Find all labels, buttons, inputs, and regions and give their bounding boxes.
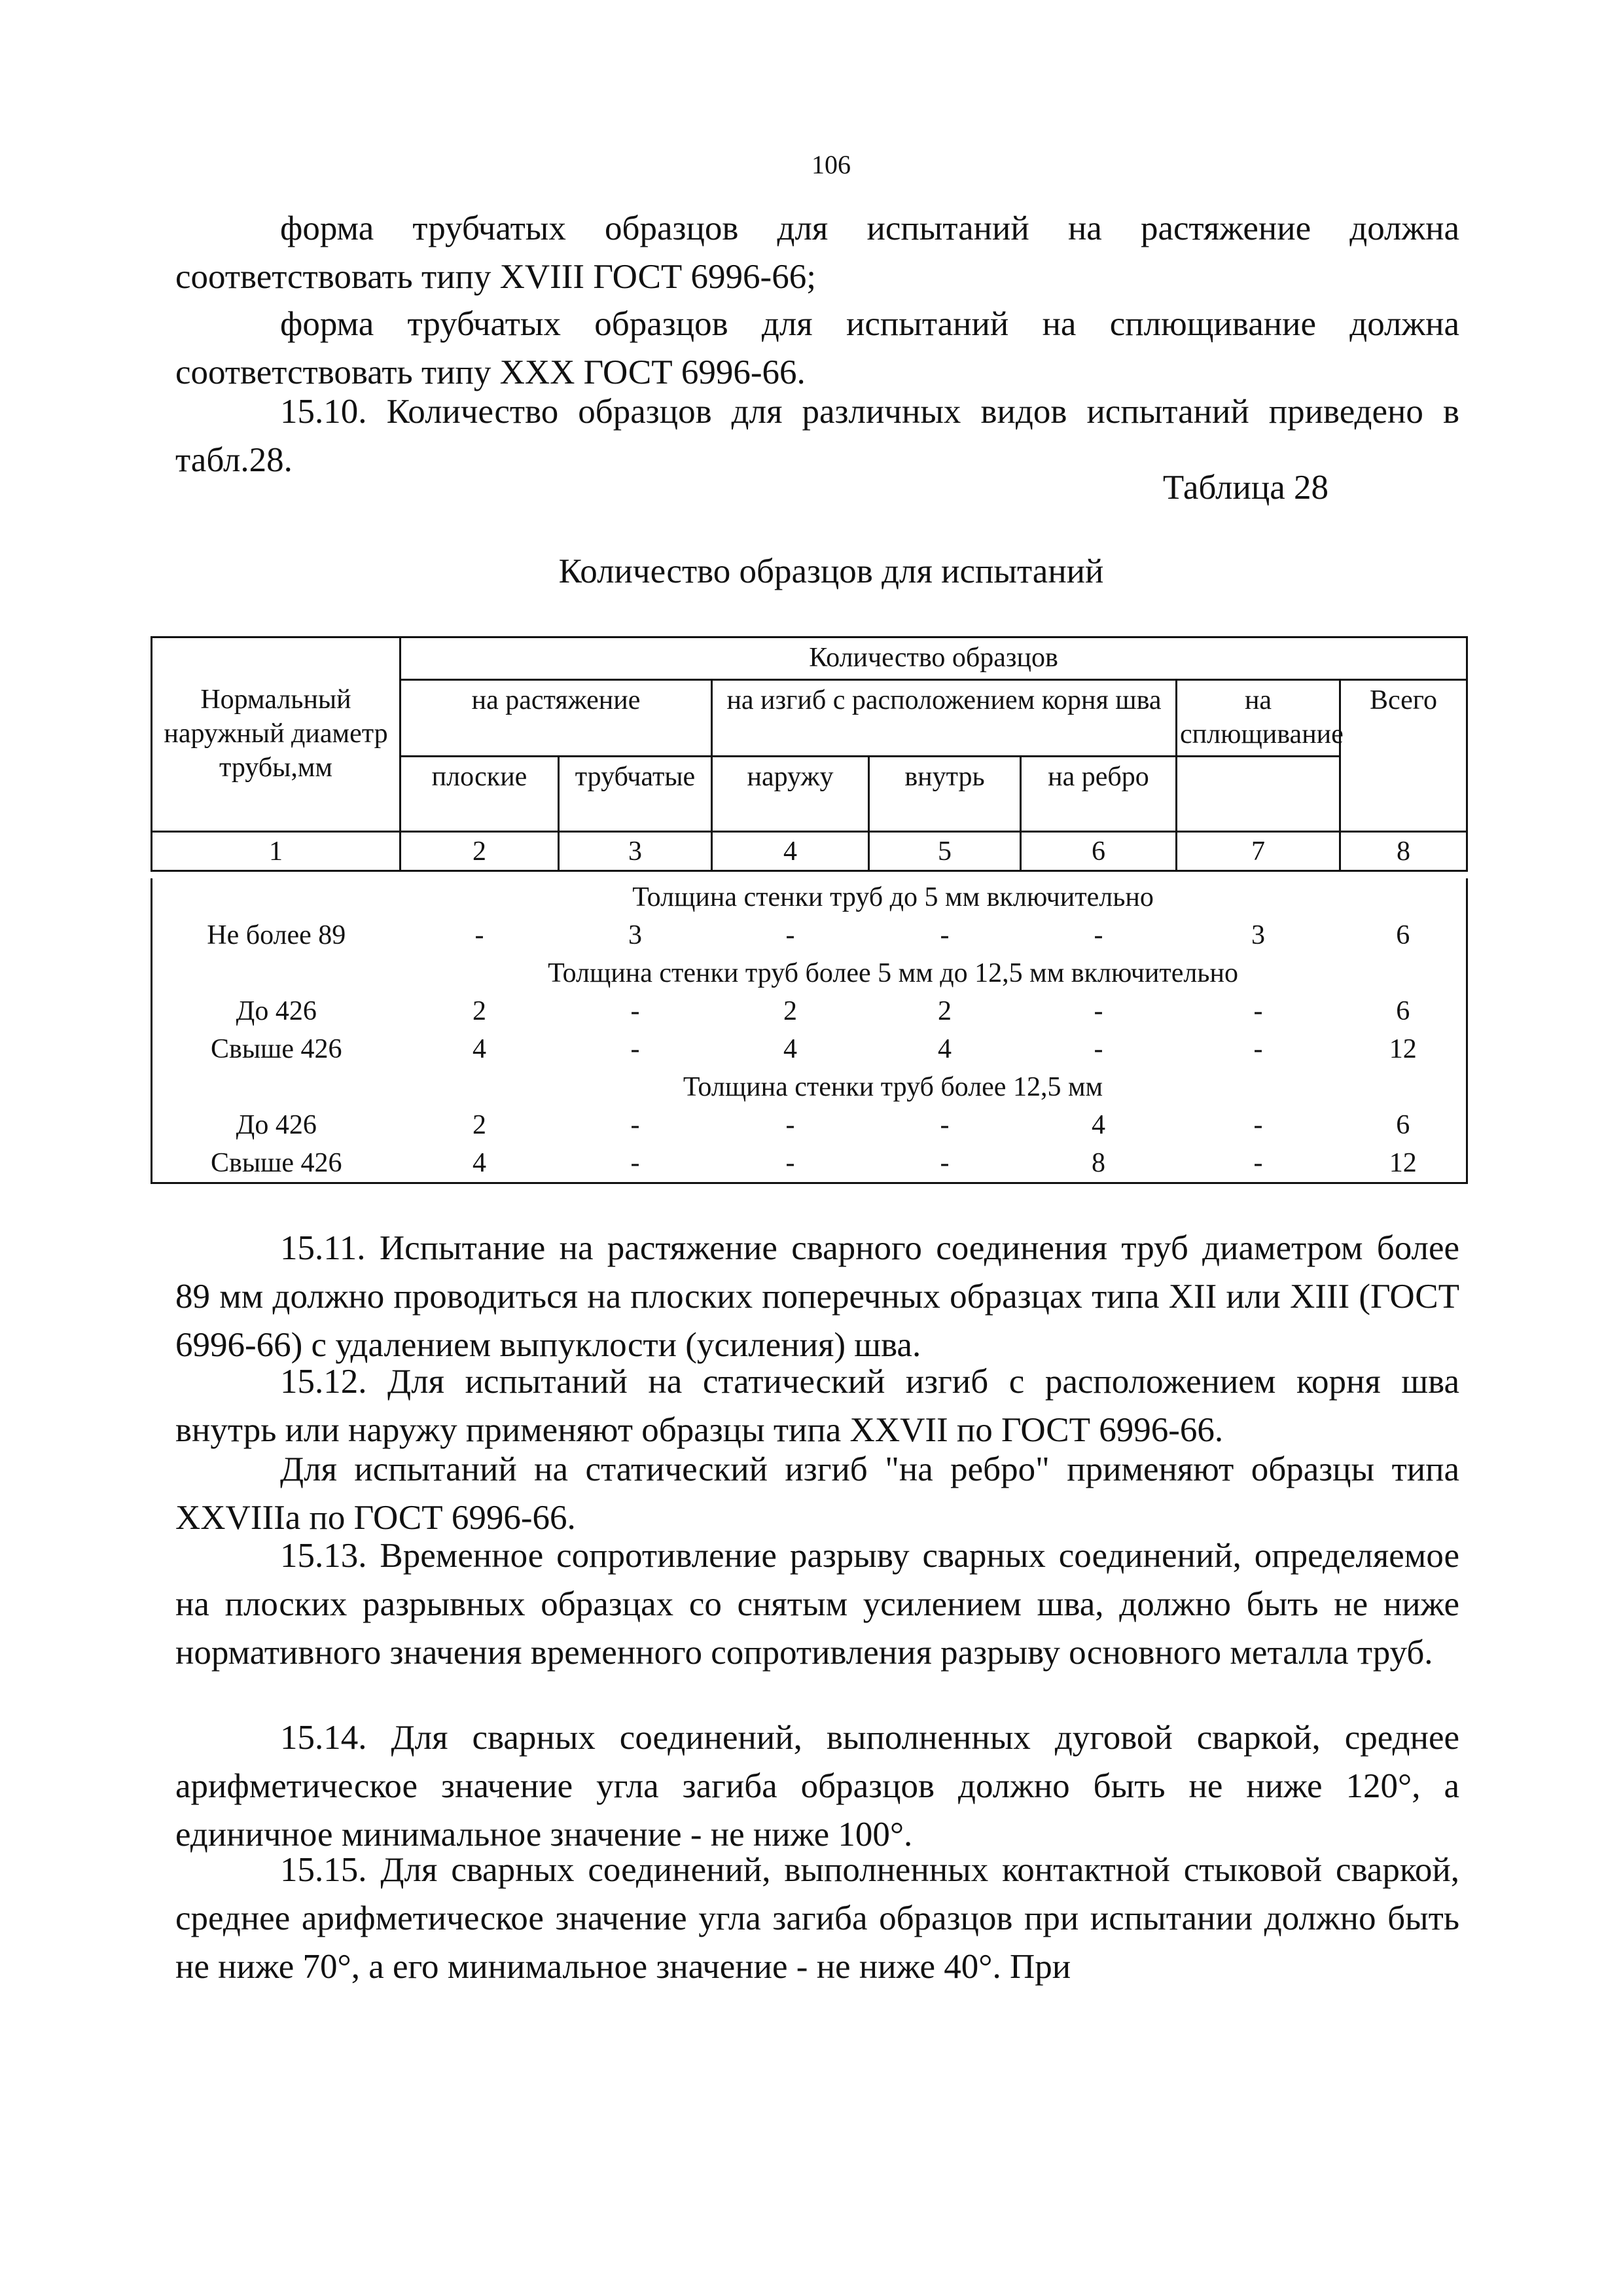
paragraph-15-13: 15.13. Временное сопротивление разрыву сварных соединений, определяемое на плоских разрывных образцах со снятым усилением шва, должно быть не ниже нормативного значения временного сопротивления разрыву основного металла труб. <box>175 1537 1459 1672</box>
row-value: 2 <box>473 1110 486 1140</box>
row-diameter: До 426 <box>236 996 317 1026</box>
section-title: Толщина стенки труб более 5 мм до 12,5 мм включительно <box>548 958 1238 988</box>
header-tension: на растяжение <box>401 680 712 757</box>
col-number: 2 <box>401 832 559 871</box>
row-value: 4 <box>783 1034 797 1064</box>
header-bend: на изгиб с расположением корня шва <box>712 680 1177 757</box>
col-number: 1 <box>152 832 401 871</box>
row-value: - <box>630 1034 640 1064</box>
table-header <box>151 636 1468 872</box>
row-value: 3 <box>628 920 642 950</box>
table-row <box>152 1106 1467 1144</box>
section-title: Толщина стенки труб более 12,5 мм <box>683 1072 1103 1102</box>
row-value: 12 <box>1389 1034 1417 1064</box>
table-rows <box>152 878 1467 1183</box>
row-value: 6 <box>1396 1110 1410 1140</box>
header-total: Всего <box>1340 680 1467 832</box>
row-value: - <box>785 1110 795 1140</box>
header-edge: на ребро <box>1021 757 1177 832</box>
paragraph-15-12: 15.12. Для испытаний на статический изгиб с расположением корня шва внутрь или наружу применяют образцы типа XXVII по ГОСТ 6996-66. <box>175 1363 1459 1449</box>
row-value: - <box>785 920 795 950</box>
header-flat: плоские <box>401 757 559 832</box>
section-row <box>152 954 1467 992</box>
header-flatten: на сплющивание <box>1177 680 1340 757</box>
section-row <box>152 878 1467 916</box>
row-value: - <box>630 1110 640 1140</box>
header-outside: наружу <box>712 757 869 832</box>
row-value: 4 <box>473 1034 486 1064</box>
table-row <box>152 992 1467 1030</box>
col-number: 6 <box>1021 832 1177 871</box>
row-value: 4 <box>473 1148 486 1178</box>
row-value: 12 <box>1389 1148 1417 1178</box>
header-tubular: трубчатые <box>559 757 712 832</box>
header-inside: внутрь <box>869 757 1021 832</box>
table-row <box>152 1144 1467 1183</box>
col-number: 5 <box>869 832 1021 871</box>
header-count: Количество образцов <box>401 637 1467 680</box>
row-diameter: До 426 <box>236 1110 317 1140</box>
row-value: - <box>630 996 640 1026</box>
row-diameter: Не более 89 <box>207 920 346 950</box>
header-diameter: Нормальный наружный диаметр трубы,мм <box>152 637 401 832</box>
row-diameter: Свыше 426 <box>210 1034 342 1064</box>
row-value: - <box>940 920 950 950</box>
row-value: 2 <box>938 996 952 1026</box>
row-value: - <box>1094 920 1103 950</box>
row-value: - <box>1094 996 1103 1026</box>
header-empty <box>1177 757 1340 832</box>
row-value: - <box>1253 996 1263 1026</box>
row-value: 8 <box>1092 1148 1105 1178</box>
row-value: 2 <box>473 996 486 1026</box>
row-value: 6 <box>1396 996 1410 1026</box>
row-value: 3 <box>1251 920 1265 950</box>
table-title: Количество образцов для испытаний <box>558 552 1104 590</box>
row-value: 4 <box>1092 1110 1105 1140</box>
paragraph-15-15: 15.15. Для сварных соединений, выполненных контактной стыковой сваркой, среднее арифметическое значение угла загиба образцов при испытании должно быть не ниже 70°, а его минимальное значение - не ниже 40°. При <box>175 1851 1459 1986</box>
row-diameter: Свыше 426 <box>210 1148 342 1178</box>
table-row <box>152 1030 1467 1068</box>
section-title: Толщина стенки труб до 5 мм включительно <box>632 882 1154 912</box>
row-value: - <box>1253 1110 1263 1140</box>
paragraph-tube-tension: форма трубчатых образцов для испытаний на растяжение должна соответствовать типу XVIII ГОСТ 6996-66; <box>175 209 1459 296</box>
col-number: 3 <box>559 832 712 871</box>
col-number: 8 <box>1340 832 1467 871</box>
row-value: - <box>940 1148 950 1178</box>
table-row <box>152 916 1467 954</box>
row-value: 6 <box>1396 920 1410 950</box>
paragraph-15-11: 15.11. Испытание на растяжение сварного соединения труб диаметром более 89 мм должно проводиться на плоских поперечных образцах типа XII или XIII (ГОСТ 6996-66) с удалением выпуклости (усиления) шва. <box>175 1229 1459 1364</box>
row-value: - <box>1253 1148 1263 1178</box>
row-value: 4 <box>938 1034 952 1064</box>
paragraph-tube-flatten: форма трубчатых образцов для испытаний на сплющивание должна соответствовать типу ХХХ ГОСТ 6996-66. <box>175 305 1459 391</box>
col-number: 7 <box>1177 832 1340 871</box>
row-value: - <box>474 920 484 950</box>
paragraph-edge-bend: Для испытаний на статический изгиб "на ребро" применяют образцы типа XXVIIIа по ГОСТ 6996-66. <box>175 1450 1459 1537</box>
table-number: Таблица 28 <box>1162 469 1329 507</box>
row-value: - <box>630 1148 640 1178</box>
row-value: - <box>940 1110 950 1140</box>
row-value: 2 <box>783 996 797 1026</box>
table-body <box>151 878 1468 1184</box>
row-value: - <box>785 1148 795 1178</box>
col-number: 4 <box>712 832 869 871</box>
paragraph-15-14: 15.14. Для сварных соединений, выполненных дуговой сваркой, среднее арифметическое значение угла загиба образцов должно быть не ниже 120°, а единичное минимальное значение - не ниже 100°. <box>175 1719 1459 1854</box>
section-row <box>152 1068 1467 1106</box>
row-value: - <box>1094 1034 1103 1064</box>
page-number: 106 <box>812 150 851 179</box>
paragraph-15-10: 15.10. Количество образцов для различных видов испытаний приведено в табл.28. <box>175 393 1459 479</box>
row-value: - <box>1253 1034 1263 1064</box>
